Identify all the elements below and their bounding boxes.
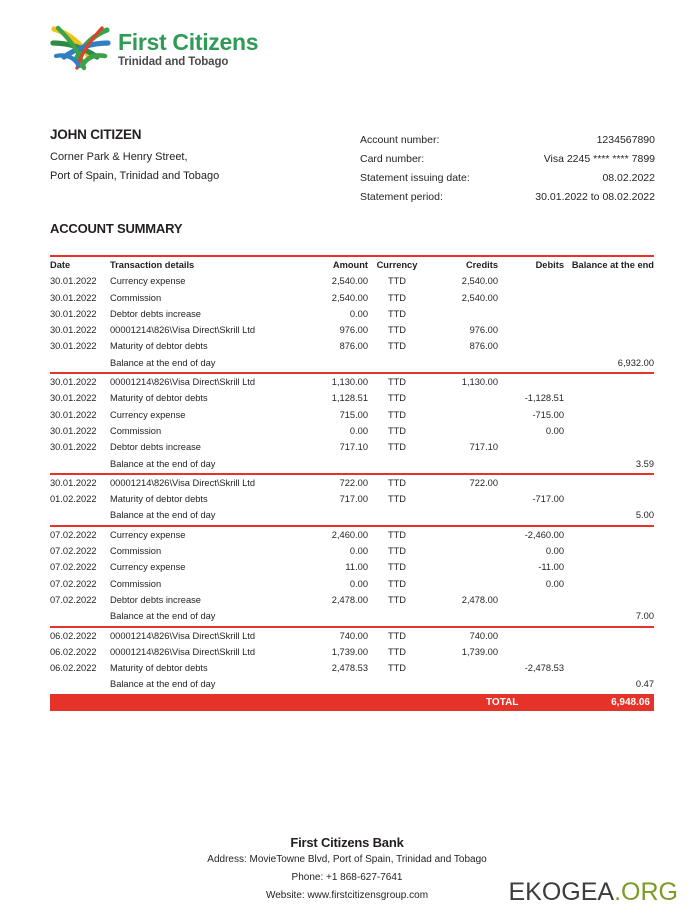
table-row xyxy=(50,390,654,406)
day-balance-spacer xyxy=(298,507,368,523)
total-label: TOTAL xyxy=(486,697,519,708)
cell-balance xyxy=(564,306,654,322)
day-balance-spacer xyxy=(50,456,110,472)
cell-debits: -1,128.51 xyxy=(524,393,564,404)
cell-balance xyxy=(564,628,654,644)
cell-details: Maturity of debtor debts xyxy=(110,494,208,505)
cell-amount: 2,540.00 xyxy=(331,276,368,287)
cell-debits: -2,478.53 xyxy=(524,663,564,674)
table-row xyxy=(50,559,654,575)
cell-balance xyxy=(564,407,654,423)
table-row xyxy=(50,338,654,354)
cell-amount: 1,130.00 xyxy=(331,377,368,388)
cell-credits xyxy=(426,390,498,406)
day-balance-value: 5.00 xyxy=(635,510,654,521)
cell-date: 30.01.2022 xyxy=(50,308,97,319)
day-balance-spacer xyxy=(498,676,564,692)
cell-currency: TTD xyxy=(387,308,407,319)
day-balance-spacer xyxy=(50,355,110,371)
table-row xyxy=(50,644,654,660)
day-balance-spacer xyxy=(368,676,426,692)
logo-wordmark xyxy=(118,30,258,68)
cell-currency: TTD xyxy=(387,562,407,573)
cell-debits xyxy=(498,374,564,390)
table-row xyxy=(50,660,654,676)
day-balance-label: Balance at the end of day xyxy=(110,679,216,690)
day-balance-value: 0.47 xyxy=(635,679,654,690)
cell-details: 00001214\826\Visa Direct\Skrill Ltd xyxy=(110,646,256,657)
cell-credits: 722.00 xyxy=(469,477,498,488)
cell-credits xyxy=(426,559,498,575)
table-head xyxy=(50,257,654,273)
cell-debits: -11.00 xyxy=(538,562,564,573)
cell-amount: 740.00 xyxy=(339,630,368,641)
total-bar xyxy=(50,694,654,711)
table-row xyxy=(50,628,654,644)
cell-balance xyxy=(564,559,654,575)
cell-amount: 717.00 xyxy=(339,494,368,505)
day-balance-row xyxy=(50,676,654,692)
day-balance-spacer xyxy=(498,608,564,624)
table-row xyxy=(50,322,654,338)
cell-debits: -715.00 xyxy=(532,409,564,420)
day-balance-row xyxy=(50,355,654,371)
cell-credits xyxy=(426,660,498,676)
cell-credits xyxy=(426,576,498,592)
section-title: ACCOUNT SUMMARY xyxy=(50,221,183,236)
cell-currency: TTD xyxy=(387,341,407,352)
cell-currency: TTD xyxy=(387,292,407,303)
cell-credits: 1,130.00 xyxy=(461,377,498,388)
cell-currency: TTD xyxy=(387,425,407,436)
cell-credits: 740.00 xyxy=(469,630,498,641)
day-balance-value: 6,932.00 xyxy=(617,357,654,368)
account-info-label: Statement issuing date: xyxy=(360,172,470,184)
cell-amount: 0.00 xyxy=(349,308,368,319)
day-balance-spacer xyxy=(498,456,564,472)
cell-credits xyxy=(426,407,498,423)
cell-amount: 717.10 xyxy=(339,442,368,453)
cell-credits: 2,540.00 xyxy=(461,276,498,287)
col-header-debits: Debits xyxy=(535,260,564,270)
bank-logo xyxy=(50,24,258,74)
cell-details: Currency expense xyxy=(110,529,186,540)
cell-credits xyxy=(426,491,498,507)
cell-details: Commission xyxy=(110,292,162,303)
account-info-row xyxy=(360,131,655,150)
day-balance-spacer xyxy=(368,456,426,472)
day-balance-spacer xyxy=(298,355,368,371)
cell-balance xyxy=(564,660,654,676)
cell-amount: 0.00 xyxy=(349,578,368,589)
customer-address-line-1: Corner Park & Henry Street, xyxy=(50,151,188,163)
cell-debits xyxy=(498,306,564,322)
table-row xyxy=(50,475,654,491)
day-balance-value: 3.59 xyxy=(635,458,654,469)
logo-title: First Citizens xyxy=(118,28,259,55)
watermark-tld: .ORG xyxy=(614,878,678,906)
cell-balance xyxy=(564,543,654,559)
cell-amount: 976.00 xyxy=(339,325,368,336)
table-row xyxy=(50,592,654,608)
cell-balance xyxy=(564,491,654,507)
cell-details: Maturity of debtor debts xyxy=(110,663,208,674)
day-balance-spacer xyxy=(498,507,564,523)
customer-name: JOHN CITIZEN xyxy=(50,127,142,142)
day-balance-spacer xyxy=(426,355,498,371)
cell-amount: 715.00 xyxy=(339,409,368,420)
day-balance-value: 7.00 xyxy=(635,611,654,622)
cell-date: 30.01.2022 xyxy=(50,425,97,436)
table-row xyxy=(50,306,654,322)
cell-debits: 0.00 xyxy=(545,546,564,557)
footer-address: Address: MovieTowne Blvd, Port of Spain, Trinidad and Tobago xyxy=(207,854,487,865)
account-info-block xyxy=(360,131,655,207)
account-info-row xyxy=(360,169,655,188)
cell-details: Debtor debts increase xyxy=(110,594,201,605)
cell-debits xyxy=(498,273,564,289)
col-header-details: Transaction details xyxy=(110,260,195,270)
cell-amount: 0.00 xyxy=(349,546,368,557)
cell-currency: TTD xyxy=(387,546,407,557)
cell-date: 30.01.2022 xyxy=(50,377,97,388)
cell-credits xyxy=(426,543,498,559)
cell-currency: TTD xyxy=(387,594,407,605)
cell-currency: TTD xyxy=(387,646,407,657)
cell-amount: 1,739.00 xyxy=(331,646,368,657)
cell-balance xyxy=(564,322,654,338)
day-balance-spacer xyxy=(298,676,368,692)
cell-debits xyxy=(498,628,564,644)
cell-credits: 876.00 xyxy=(469,341,498,352)
cell-credits xyxy=(426,306,498,322)
cell-date: 30.01.2022 xyxy=(50,442,97,453)
cell-amount: 2,460.00 xyxy=(331,529,368,540)
cell-balance xyxy=(564,390,654,406)
logo-subtitle: Trinidad and Tobago xyxy=(118,56,229,69)
cell-details: Debtor debts increase xyxy=(110,308,201,319)
cell-debits xyxy=(498,322,564,338)
cell-balance xyxy=(564,576,654,592)
col-header-currency: Currency xyxy=(376,260,418,270)
table-row xyxy=(50,290,654,306)
cell-currency: TTD xyxy=(387,477,407,488)
day-balance-spacer xyxy=(50,676,110,692)
day-balance-spacer xyxy=(368,608,426,624)
cell-debits: -2,460.00 xyxy=(524,529,564,540)
cell-credits xyxy=(426,527,498,543)
table-row xyxy=(50,407,654,423)
day-balance-label: Balance at the end of day xyxy=(110,458,216,469)
account-info-label: Account number: xyxy=(360,134,440,146)
cell-date: 30.01.2022 xyxy=(50,393,97,404)
cell-details: 00001214\826\Visa Direct\Skrill Ltd xyxy=(110,630,256,641)
cell-date: 06.02.2022 xyxy=(50,646,97,657)
account-info-value: 1234567890 xyxy=(596,134,655,146)
day-balance-label: Balance at the end of day xyxy=(110,611,216,622)
cell-currency: TTD xyxy=(387,442,407,453)
cell-currency: TTD xyxy=(387,276,407,287)
table-row xyxy=(50,374,654,390)
cell-currency: TTD xyxy=(387,377,407,388)
cell-date: 06.02.2022 xyxy=(50,630,97,641)
account-info-row xyxy=(360,150,655,169)
day-balance-spacer xyxy=(426,676,498,692)
footer-bank-name: First Citizens Bank xyxy=(290,835,404,850)
col-header-balance: Balance at the end xyxy=(571,260,654,270)
cell-date: 30.01.2022 xyxy=(50,292,97,303)
cell-details: Currency expense xyxy=(110,409,186,420)
account-info-value: 08.02.2022 xyxy=(602,172,655,184)
day-balance-spacer xyxy=(426,507,498,523)
cell-debits xyxy=(498,338,564,354)
day-balance-spacer xyxy=(368,355,426,371)
cell-balance xyxy=(564,475,654,491)
cell-details: Debtor debts increase xyxy=(110,442,201,453)
cell-credits: 976.00 xyxy=(469,325,498,336)
cell-credits xyxy=(426,423,498,439)
account-info-value: 30.01.2022 to 08.02.2022 xyxy=(535,191,655,203)
table-header-row xyxy=(50,257,654,273)
first-citizens-ribbon-logo-icon xyxy=(50,24,112,74)
cell-balance xyxy=(564,439,654,455)
cell-debits xyxy=(498,439,564,455)
cell-currency: TTD xyxy=(387,529,407,540)
cell-date: 07.02.2022 xyxy=(50,546,97,557)
cell-currency: TTD xyxy=(387,663,407,674)
cell-amount: 1,128.51 xyxy=(331,393,368,404)
cell-details: 00001214\826\Visa Direct\Skrill Ltd xyxy=(110,377,256,388)
col-header-date: Date xyxy=(50,260,71,270)
cell-credits: 717.10 xyxy=(469,442,498,453)
account-info-label: Statement period: xyxy=(360,191,443,203)
watermark-name: EKOGEA xyxy=(508,878,615,906)
cell-credits: 1,739.00 xyxy=(461,646,498,657)
cell-date: 30.01.2022 xyxy=(50,276,97,287)
day-balance-spacer xyxy=(298,608,368,624)
day-balance-spacer xyxy=(426,608,498,624)
day-balance-label: Balance at the end of day xyxy=(110,357,216,368)
total-value: 6,948.06 xyxy=(611,697,650,708)
cell-amount: 876.00 xyxy=(339,341,368,352)
cell-balance xyxy=(564,374,654,390)
account-info-value: Visa 2245 **** **** 7899 xyxy=(543,153,655,165)
cell-date: 01.02.2022 xyxy=(50,494,97,505)
cell-amount: 2,478.53 xyxy=(331,663,368,674)
table-row xyxy=(50,273,654,289)
cell-date: 30.01.2022 xyxy=(50,409,97,420)
cell-balance xyxy=(564,592,654,608)
day-balance-spacer xyxy=(298,456,368,472)
day-balance-label: Balance at the end of day xyxy=(110,510,216,521)
ekogea-watermark xyxy=(509,878,679,907)
cell-details: 00001214\826\Visa Direct\Skrill Ltd xyxy=(110,477,256,488)
cell-date: 07.02.2022 xyxy=(50,562,97,573)
day-balance-row xyxy=(50,507,654,523)
cell-debits xyxy=(498,475,564,491)
customer-address-line-2: Port of Spain, Trinidad and Tobago xyxy=(50,170,220,182)
cell-currency: TTD xyxy=(387,409,407,420)
cell-date: 06.02.2022 xyxy=(50,663,97,674)
table-row xyxy=(50,491,654,507)
transactions-table xyxy=(50,257,654,696)
table-body xyxy=(50,273,654,695)
cell-amount: 0.00 xyxy=(349,425,368,436)
cell-date: 07.02.2022 xyxy=(50,529,97,540)
table-row xyxy=(50,576,654,592)
cell-balance xyxy=(564,423,654,439)
day-balance-spacer xyxy=(498,355,564,371)
cell-details: Maturity of debtor debts xyxy=(110,341,208,352)
cell-debits: 0.00 xyxy=(545,578,564,589)
cell-debits xyxy=(498,592,564,608)
day-balance-spacer xyxy=(50,608,110,624)
cell-currency: TTD xyxy=(387,494,407,505)
cell-balance xyxy=(564,338,654,354)
account-info-label: Card number: xyxy=(360,153,425,165)
cell-date: 30.01.2022 xyxy=(50,341,97,352)
cell-debits xyxy=(498,644,564,660)
col-header-credits: Credits xyxy=(465,260,498,270)
cell-date: 07.02.2022 xyxy=(50,578,97,589)
cell-details: Maturity of debtor debts xyxy=(110,393,208,404)
cell-date: 07.02.2022 xyxy=(50,594,97,605)
cell-currency: TTD xyxy=(387,630,407,641)
customer-block xyxy=(50,127,350,186)
cell-balance xyxy=(564,273,654,289)
table-row xyxy=(50,527,654,543)
cell-details: Commission xyxy=(110,425,162,436)
cell-details: Currency expense xyxy=(110,562,186,573)
cell-currency: TTD xyxy=(387,578,407,589)
cell-details: 00001214\826\Visa Direct\Skrill Ltd xyxy=(110,325,256,336)
cell-debits: 0.00 xyxy=(545,425,564,436)
day-balance-spacer xyxy=(426,456,498,472)
table-row xyxy=(50,439,654,455)
cell-balance xyxy=(564,527,654,543)
cell-amount: 11.00 xyxy=(345,562,368,573)
transactions-table-wrap xyxy=(50,255,654,696)
cell-credits: 2,540.00 xyxy=(461,292,498,303)
cell-details: Commission xyxy=(110,578,162,589)
footer-website: Website: www.firstcitizensgroup.com xyxy=(265,890,429,901)
cell-debits xyxy=(498,290,564,306)
cell-amount: 2,478.00 xyxy=(331,594,368,605)
cell-date: 30.01.2022 xyxy=(50,477,97,488)
footer-phone: Phone: +1 868-627-7641 xyxy=(291,872,403,883)
table-row xyxy=(50,423,654,439)
cell-balance xyxy=(564,290,654,306)
cell-currency: TTD xyxy=(387,393,407,404)
table-row xyxy=(50,543,654,559)
cell-credits: 2,478.00 xyxy=(461,594,498,605)
day-balance-spacer xyxy=(368,507,426,523)
cell-balance xyxy=(564,644,654,660)
cell-debits: -717.00 xyxy=(532,494,564,505)
col-header-amount: Amount xyxy=(332,260,368,270)
day-balance-row xyxy=(50,456,654,472)
cell-details: Currency expense xyxy=(110,276,186,287)
account-info-row xyxy=(360,188,655,207)
cell-amount: 722.00 xyxy=(339,477,368,488)
day-balance-spacer xyxy=(50,507,110,523)
cell-currency: TTD xyxy=(387,325,407,336)
cell-date: 30.01.2022 xyxy=(50,325,97,336)
cell-details: Commission xyxy=(110,546,162,557)
day-balance-row xyxy=(50,608,654,624)
cell-amount: 2,540.00 xyxy=(331,292,368,303)
